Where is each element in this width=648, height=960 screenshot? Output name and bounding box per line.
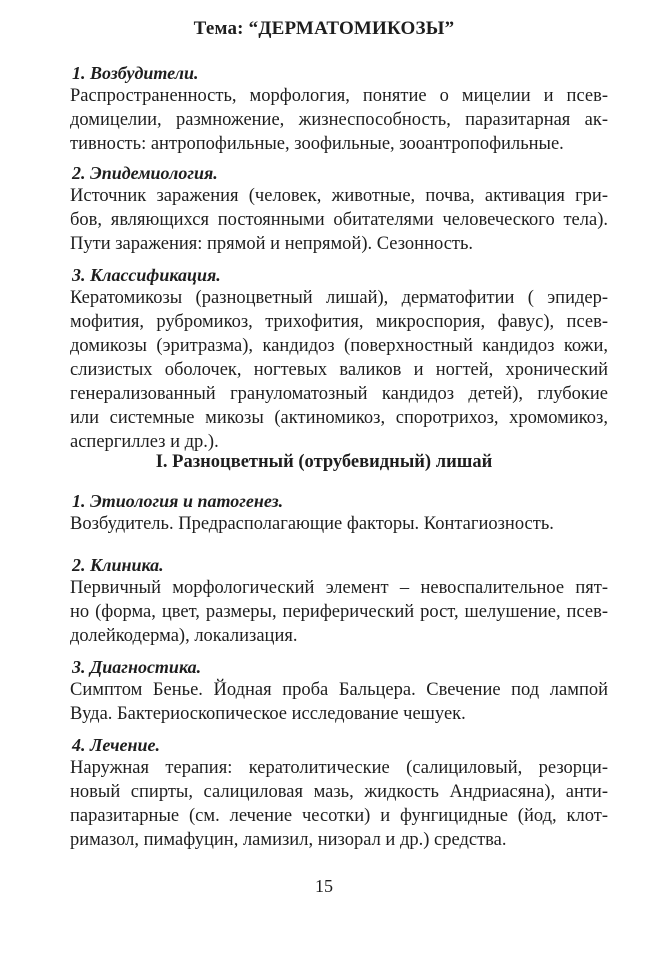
text-line: Возбудитель. Предрасполагающие факторы. Контагиозность. — [70, 514, 554, 534]
page-title: Тема: “ДЕРМАТОМИКОЗЫ” — [193, 18, 455, 39]
text-line: генерализованный грануломатозный кандидоз детей), глубокие — [70, 384, 608, 404]
section-treatment — [70, 734, 608, 852]
section-epidemiology — [70, 162, 608, 256]
text-line: Симптом Бенье. Йодная проба Бальцера. Свечение под лампой — [70, 680, 608, 700]
section-heading: 3. Диагностика. — [72, 657, 202, 677]
text-line: аспергиллез и др.). — [70, 432, 219, 452]
text-line: бов, являющихся постоянными обитателями человеческого тела). — [70, 210, 608, 230]
section-heading: 3. Классификация. — [72, 265, 221, 285]
section-heading: 1. Возбудители. — [72, 63, 199, 83]
page-number: 15 — [315, 876, 333, 896]
section-text — [70, 756, 608, 852]
text-line: новый спирты, салициловая мазь, жидкость Андриасяна), анти- — [70, 782, 608, 802]
text-line: Наружная терапия: кератолитические (салициловый, резорци- — [70, 758, 608, 778]
text-line: мофития, рубромикоз, трихофития, микроспория, фавус), псев- — [70, 312, 608, 332]
text-line: домицелии, размножение, жизнеспособность, паразитарная ак- — [70, 110, 608, 130]
section-text — [70, 678, 608, 726]
section-diagnostics — [70, 656, 608, 726]
text-line: или системные микозы (актиномикоз, споротрихоз, хромомикоз, — [70, 408, 608, 428]
section-heading: 2. Клиника. — [72, 555, 164, 575]
section-heading: 2. Эпидемиология. — [72, 163, 218, 183]
text-line: но (форма, цвет, размеры, периферический рост, шелушение, псев- — [70, 602, 608, 622]
text-line: тивность: антропофильные, зоофильные, зооантропофильные. — [70, 134, 564, 154]
section-text — [70, 512, 608, 536]
text-line: римазол, пимафуцин, ламизил, низорал и др.) средства. — [70, 830, 507, 850]
section-text — [70, 84, 608, 156]
section-clinic — [70, 554, 608, 648]
section-classification — [70, 264, 608, 454]
section-heading: 1. Этиология и патогенез. — [72, 491, 284, 511]
text-line: Первичный морфологический элемент – невоспалительное пят- — [70, 578, 608, 598]
text-line: Распространенность, морфология, понятие о мицелии и псев- — [70, 86, 608, 106]
section-pathogens — [70, 62, 608, 156]
section-text — [70, 184, 608, 256]
section-text — [70, 576, 608, 648]
text-line: Источник заражения (человек, животные, почва, активация гри- — [70, 186, 608, 206]
text-line: домикозы (эритразма), кандидоз (поверхностный кандидоз кожи, — [70, 336, 608, 356]
text-line: паразитарные (см. лечение чесотки) и фунгицидные (йод, клот- — [70, 806, 608, 826]
section-heading: 4. Лечение. — [72, 735, 161, 755]
text-line: долейкодерма), локализация. — [70, 626, 298, 646]
text-line: слизистых оболочек, ногтевых валиков и ногтей, хронический — [70, 360, 608, 380]
section-etiology — [70, 490, 608, 536]
section-text — [70, 286, 608, 454]
text-line: Кератомикозы (разноцветный лишай), дерматофитии ( эпидер- — [70, 288, 608, 308]
text-line: Вуда. Бактериоскопическое исследование чешуек. — [70, 704, 466, 724]
text-line: Пути заражения: прямой и непрямой). Сезонность. — [70, 234, 474, 254]
section-subtitle: I. Разноцветный (отрубевидный) лишай — [155, 452, 493, 472]
